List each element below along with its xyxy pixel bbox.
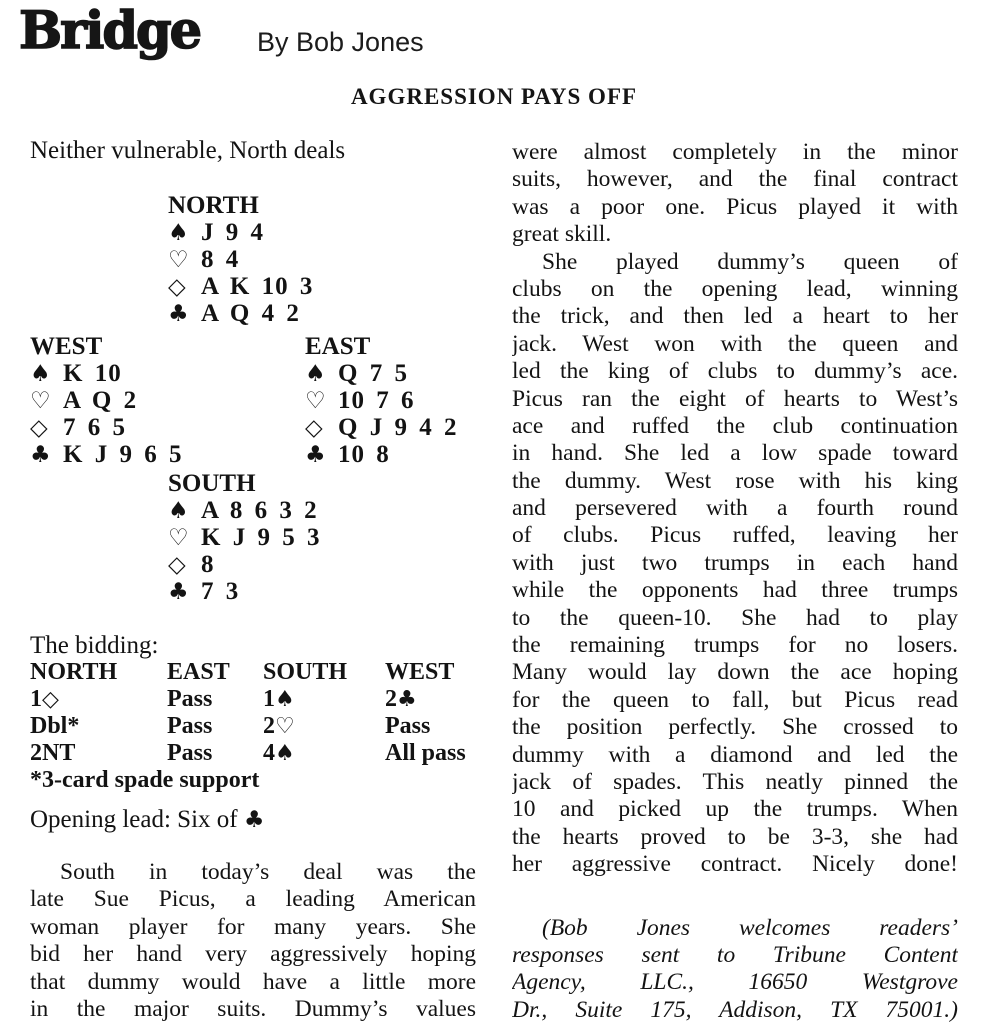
heart-icon: ♡ — [168, 525, 189, 551]
article-line: dummy with a diamond and led the — [512, 741, 958, 768]
article-line: Agency, LLC., 16650 Westgrove — [512, 969, 958, 996]
article-line: woman player for many years. She — [30, 913, 476, 940]
hand-cards: 7 6 5 — [63, 414, 126, 441]
bid-cell: 4♠ — [263, 740, 295, 766]
hand-suit-row — [30, 414, 305, 441]
hand-suit-row — [30, 441, 305, 468]
hand-suit-row — [168, 551, 476, 578]
right-column-text — [512, 139, 958, 1024]
hand-cards: 10 7 6 — [338, 387, 415, 414]
west-east-row — [30, 333, 476, 468]
hand-label: NORTH — [168, 192, 259, 219]
hand-label: EAST — [305, 333, 371, 360]
bid-cell: 1♠ — [263, 686, 295, 712]
diamond-icon: ◇ — [305, 415, 323, 441]
article-line: and persevered with a fourth round — [512, 495, 958, 522]
hand-suit-row — [168, 524, 476, 551]
hand-cards: 10 8 — [338, 441, 390, 468]
article-line: 10 and picked up the trumps. When — [512, 796, 958, 823]
bid-cell: 1◇ — [30, 686, 59, 712]
hand-suit-row — [30, 387, 305, 414]
paragraph — [30, 859, 476, 1023]
hand-suit-row — [168, 300, 476, 327]
vulnerability-line: Neither vulnerable, North deals — [30, 137, 346, 164]
diamond-icon: ◇ — [168, 274, 186, 300]
bid-cell: Dbl* — [30, 713, 80, 739]
club-icon: ♣ — [168, 579, 189, 605]
article-line: while the opponents had three trumps — [512, 577, 958, 604]
article-line: her aggressive contract. Nicely done! — [512, 851, 958, 878]
paragraph — [512, 249, 958, 879]
hand-cards: K J 9 5 3 — [201, 524, 321, 551]
article-line: responses sent to Tribune Content — [512, 941, 958, 968]
heart-icon: ♡ — [168, 247, 189, 273]
diamond-icon: ◇ — [168, 552, 186, 578]
bridge-logo: Bridge — [19, 1, 201, 61]
hand-suit-row — [30, 360, 305, 387]
hand-south — [168, 470, 476, 605]
club-icon: ♣ — [30, 442, 51, 468]
article-line: of clubs. Picus ruffed, leaving her — [512, 522, 958, 549]
bid-cell: Pass — [167, 713, 213, 739]
bid-cell: 2NT — [30, 740, 76, 766]
article-line: ace and ruffed the club continuation — [512, 412, 958, 439]
article-line: (Bob Jones welcomes readers’ — [542, 914, 958, 941]
hand-cards: K 10 — [63, 360, 122, 387]
bid-cell: All pass — [385, 740, 466, 766]
bidding-header-cell: NORTH — [30, 659, 118, 685]
article-line: with just two trumps in each hand — [512, 549, 958, 576]
hand-suit-row — [168, 273, 476, 300]
article-line: Many would lay down the ace hoping — [512, 659, 958, 686]
hand-cards: J 9 4 — [201, 219, 264, 246]
article-line: clubs on the opening lead, winning — [512, 275, 958, 302]
article-line: jack. West won with the queen and — [512, 330, 958, 357]
diamond-icon: ◇ — [42, 687, 59, 712]
deal-diagram — [30, 192, 476, 605]
left-column — [30, 137, 476, 1023]
bidding-header-cell: SOUTH — [263, 659, 348, 685]
bid-cell: 2♣ — [385, 686, 417, 712]
spade-icon: ♠ — [305, 361, 326, 387]
right-column — [512, 139, 958, 1024]
article-line: Picus ran the eight of hearts to West’s — [512, 385, 958, 412]
hand-cards: A Q 4 2 — [201, 300, 300, 327]
hand-suit-row — [168, 578, 476, 605]
article-line: in the major suits. Dummy’s values — [30, 995, 476, 1022]
bidding-table — [30, 659, 476, 767]
paragraph — [512, 915, 958, 1025]
article-line: for the queen to fall, but Picus read — [512, 686, 958, 713]
article-line: was a poor one. Picus played it with — [512, 193, 958, 220]
article-line: Dr., Suite 175, Addison, TX 75001.) — [512, 996, 958, 1023]
hand-cards: Q J 9 4 2 — [338, 414, 458, 441]
bid-cell: Pass — [167, 740, 213, 766]
article-line: the hearts proved to be 3-3, she had — [512, 823, 958, 850]
article-line: great skill. — [512, 221, 612, 248]
hand-west — [30, 333, 305, 468]
article-line: the dummy. West rose with his king — [512, 467, 958, 494]
hand-label: SOUTH — [168, 470, 256, 497]
club-icon: ♣ — [243, 807, 265, 833]
hand-suit-row — [305, 441, 457, 468]
spade-icon: ♠ — [275, 687, 295, 712]
hand-east — [305, 333, 457, 468]
article-line: bid her hand very aggressively hoping — [30, 941, 476, 968]
hand-cards: A K 10 3 — [201, 273, 314, 300]
paragraph — [512, 139, 958, 249]
article-line: led the king of clubs to dummy’s ace. — [512, 358, 958, 385]
bidding-heading: The bidding: — [30, 632, 159, 659]
heart-icon: ♡ — [30, 388, 51, 414]
article-line: that dummy would have a little more — [30, 968, 476, 995]
club-icon: ♣ — [305, 442, 326, 468]
heart-icon: ♡ — [305, 388, 326, 414]
hand-suit-row — [168, 219, 476, 246]
hand-suit-row — [168, 497, 476, 524]
spade-icon: ♠ — [168, 498, 189, 524]
opening-lead — [30, 806, 476, 834]
club-icon: ♣ — [168, 301, 189, 327]
article-line: late Sue Picus, a leading American — [30, 886, 476, 913]
hand-cards: 8 — [201, 551, 215, 578]
hand-north — [168, 192, 476, 327]
article-line: in hand. She led a low spade toward — [512, 440, 958, 467]
bidding-header-cell: WEST — [385, 659, 455, 685]
bid-cell: Pass — [167, 686, 213, 712]
spade-icon: ♠ — [275, 741, 295, 766]
article-line: the remaining trumps for no losers. — [512, 632, 958, 659]
article-title: AGGRESSION PAYS OFF — [350, 84, 638, 109]
article-line: She played dummy’s queen of — [542, 248, 958, 275]
hand-cards: K J 9 6 5 — [63, 441, 183, 468]
article-line: suits, however, and the final contract — [512, 166, 958, 193]
article-line: South in today’s deal was the — [60, 859, 476, 885]
article-line: to the queen-10. She had to play — [512, 604, 958, 631]
diamond-icon: ◇ — [30, 415, 48, 441]
bid-cell: 2♡ — [263, 713, 295, 739]
hand-cards: A Q 2 — [63, 387, 138, 414]
article-line: the position perfectly. She crossed to — [512, 714, 958, 741]
byline: By Bob Jones — [257, 27, 424, 57]
left-column-text — [30, 859, 476, 1023]
hand-cards: 8 4 — [201, 246, 240, 273]
hand-cards: Q 7 5 — [338, 360, 408, 387]
hand-suit-row — [305, 387, 457, 414]
hand-cards: 7 3 — [201, 578, 240, 605]
spade-icon: ♠ — [168, 220, 189, 246]
article-line: jack of spades. This neatly pinned the — [512, 768, 958, 795]
hand-suit-row — [305, 360, 457, 387]
hand-suit-row — [168, 246, 476, 273]
spade-icon: ♠ — [30, 361, 51, 387]
bidding-footnote: *3-card spade support — [30, 767, 260, 793]
article-line: were almost completely in the minor — [512, 139, 958, 165]
opening-lead-text: Opening lead: Six of — [30, 806, 244, 833]
hand-suit-row — [305, 414, 457, 441]
club-icon: ♣ — [397, 687, 417, 712]
bidding-header-cell: EAST — [167, 659, 230, 685]
hand-cards: A 8 6 3 2 — [201, 497, 318, 524]
hand-label: WEST — [30, 333, 103, 360]
bid-cell: Pass — [385, 713, 431, 739]
heart-icon: ♡ — [275, 714, 295, 739]
article-line: the trick, and then led a heart to her — [512, 303, 958, 330]
